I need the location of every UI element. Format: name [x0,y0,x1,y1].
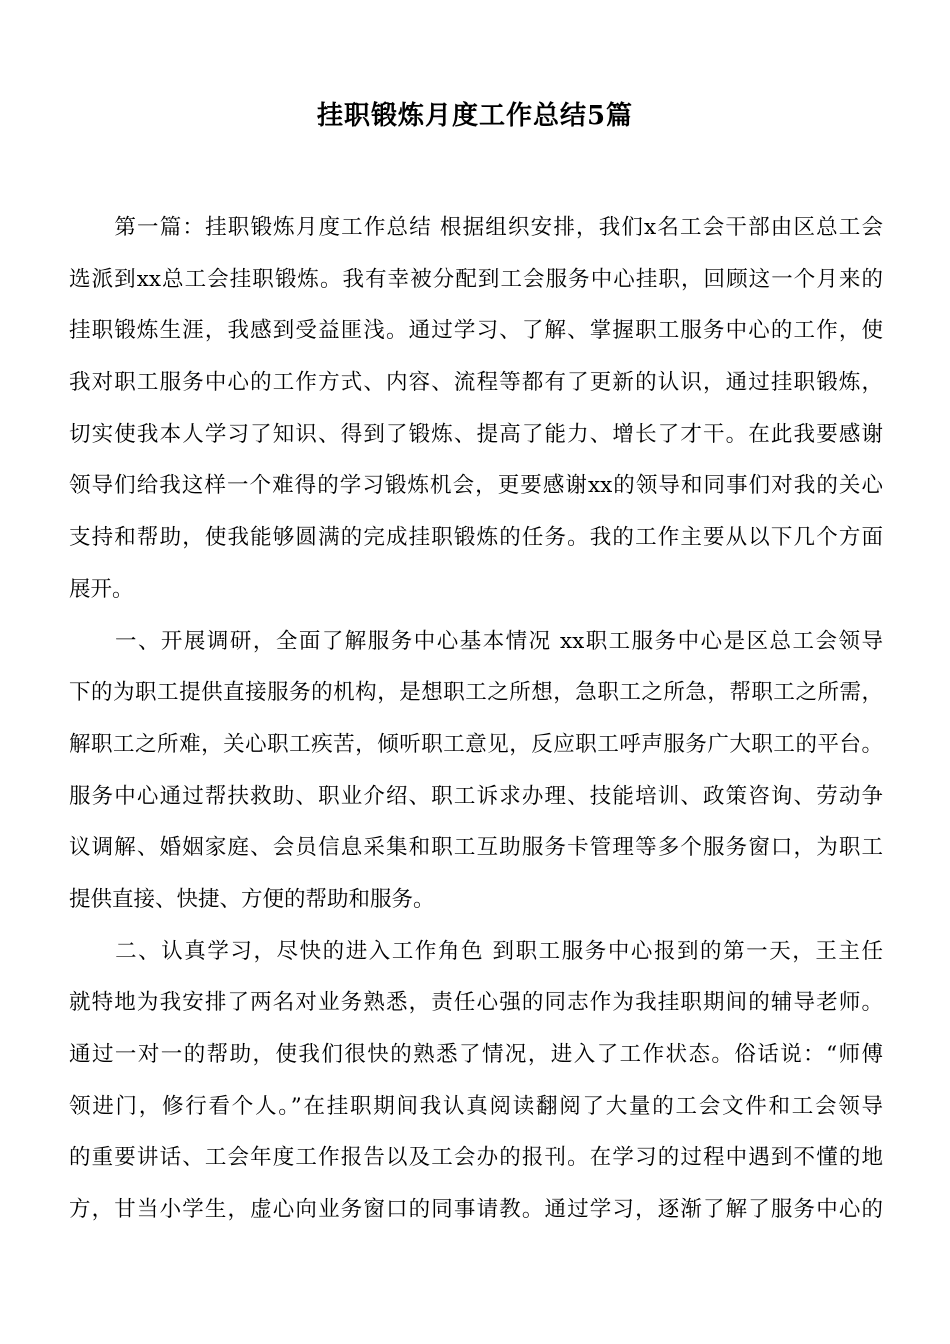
body-line: 一、开展调研，全面了解服务中心基本情况 xx职工服务中心是区总工会领导 [69,628,883,654]
body-line: 我对职工服务中心的工作方式、内容、流程等都有了更新的认识，通过挂职锻炼， [69,370,883,396]
document-title: 挂职锻炼月度工作总结5篇 [316,101,634,131]
body-line: 选派到xx总工会挂职锻炼。我有幸被分配到工会服务中心挂职，回顾这一个月来的 [69,266,883,292]
body-line: 领导们给我这样一个难得的学习锻炼机会，更要感谢xx的领导和同事们对我的关心 [69,473,883,499]
body-line: 下的为职工提供直接服务的机构，是想职工之所想，急职工之所急，帮职工之所需， [69,680,883,706]
body-line: 第一篇：挂职锻炼月度工作总结 根据组织安排，我们x名工会干部由区总工会 [69,215,883,240]
body-line: 解职工之所难，关心职工疾苦，倾听职工意见，反应职工呼声服务广大职工的平台。 [69,731,883,757]
body-line: 领进门，修行看个人。”在挂职期间我认真阅读翻阅了大量的工会文件和工会领导 [69,1093,883,1119]
body-line: 就特地为我安排了两名对业务熟悉，责任心强的同志作为我挂职期间的辅导老师。 [69,990,883,1016]
body-line: 支持和帮助，使我能够圆满的完成挂职锻炼的任务。我的工作主要从以下几个方面 [69,525,883,551]
body-line: 的重要讲话、工会年度工作报告以及工会办的报刊。在学习的过程中遇到不懂的地 [69,1145,883,1171]
body-line: 服务中心通过帮扶救助、职业介绍、职工诉求办理、技能培训、政策咨询、劳动争 [69,783,883,809]
body-line: 方，甘当小学生，虚心向业务窗口的同事请教。通过学习，逐渐了解了服务中心的 [69,1197,883,1223]
body-line: 切实使我本人学习了知识、得到了锻炼、提高了能力、增长了才干。在此我要感谢 [69,421,883,447]
body-line: 提供直接、快捷、方便的帮助和服务。 [69,886,435,912]
body-line: 通过一对一的帮助，使我们很快的熟悉了情况，进入了工作状态。俗话说：“师傅 [69,1042,883,1067]
body-line: 议调解、婚姻家庭、会员信息采集和职工互助服务卡管理等多个服务窗口，为职工 [69,835,883,861]
body-line: 挂职锻炼生涯，我感到受益匪浅。通过学习、了解、掌握职工服务中心的工作，使 [69,318,883,344]
body-line: 展开。 [69,576,134,602]
body-line: 二、认真学习，尽快的进入工作角色 到职工服务中心报到的第一天，王主任 [69,938,883,964]
document-body [69,208,883,1242]
